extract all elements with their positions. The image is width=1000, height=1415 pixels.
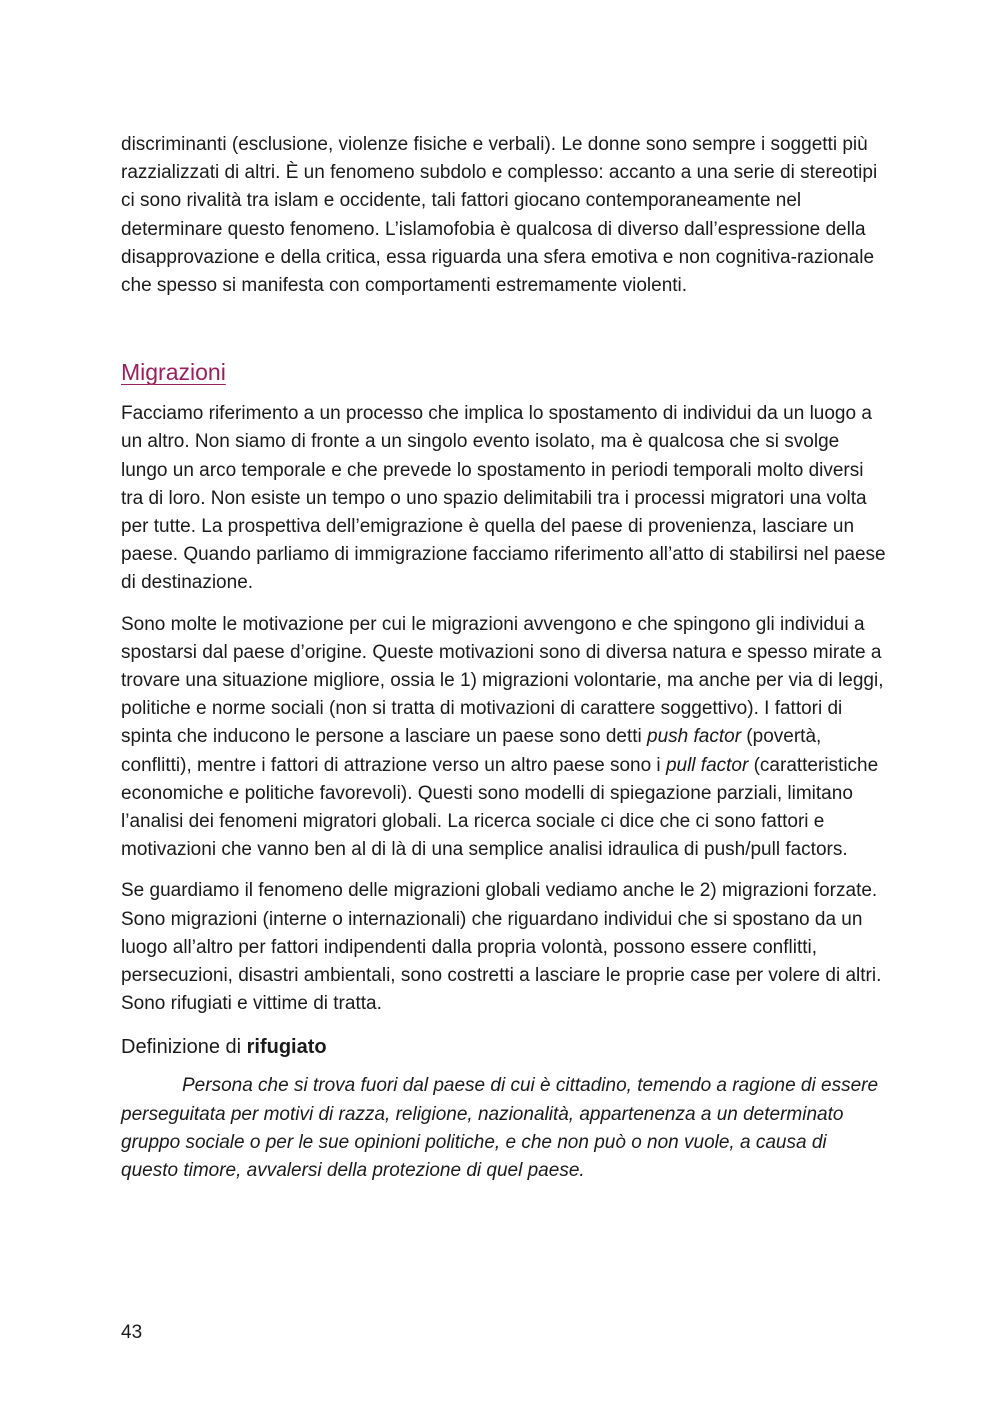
intro-paragraph: discriminanti (esclusione, violenze fisiche e verbali). Le donne sono sempre i soggetti più razzializzati di altri. È un fenomeno subdolo e complesso: accanto a una serie di stereotipi ci sono rivalità tra islam e occidente, tali fattori giocano contemporaneamente nel determinare questo fenomeno. L’islamofobia è qualcosa di diverso dall’espressione della disapprovazione e della critica, essa riguarda una sfera emotiva e non cognitiva-razionale che spesso si manifesta con comportamenti estremamente violenti. <box>121 134 878 297</box>
definition-heading-term: rifugiato <box>246 1036 327 1059</box>
definition-heading-prefix: Definizione di <box>121 1036 247 1059</box>
paragraph-2-part-2: (povertà, conflitti), mentre i fattori di attrazione verso un altro paese sono i <box>121 726 822 776</box>
paragraph-2-part-1: Sono molte le motivazione per cui le migrazioni avvengono e che spingono gli individui a spostarsi dal paese d’origine. Queste motivazioni sono di diversa natura e spesso mirate a trovare una situazione migliore, ossia le 1) migrazioni volontarie, ma anche per via di leggi, politiche e norme sociali (non si tratta di motivazioni di carattere soggettivo). I fattori di spinta che inducono le persone a lasciare un paese sono detti <box>121 613 884 748</box>
pull-factor-term: pull factor <box>665 754 749 776</box>
refugee-definition-quote: Persona che si trova fuori dal paese di cui è cittadino, temendo a ragione di essere perseguitata per motivi di razza, religione, nazionalità, appartenenza a un determinato gruppo sociale o per le sue opinioni politiche, e che non può o non vuole, a causa di questo timore, avvalersi della protezione di quel paese. <box>121 1075 879 1182</box>
page-content <box>121 131 886 1185</box>
push-factor-term: push factor <box>647 726 742 748</box>
migrazioni-paragraph-2 <box>121 611 886 865</box>
section-title-migrazioni[interactable]: Migrazioni <box>121 359 226 386</box>
definition-heading <box>121 1032 886 1062</box>
page-number: 43 <box>121 1322 143 1343</box>
migrazioni-paragraph-1: Facciamo riferimento a un processo che implica lo spostamento di individui da un luogo a un altro. Non siamo di fronte a un singolo evento isolato, ma è qualcosa che si svolge lungo un arco temporale e che prevede lo spostamento in periodi temporali molto diversi tra di loro. Non esiste un tempo o uno spazio delimitabili tra i processi migratori una volta per tutte. La prospettiva dell’emigrazione è quella del paese di provenienza, lasciare un paese. Quando parliamo di immigrazione facciamo riferimento all’atto di stabilirsi nel paese di destinazione. <box>121 403 886 594</box>
paragraph-2-part-3: (caratteristiche economiche e politiche favorevoli). Questi sono modelli di spiegazione parziali, limitano l’analisi dei fenomeni migratori globali. La ricerca sociale ci dice che ci sono fattori e motivazioni che vanno ben al di là di una semplice analisi idraulica di push/pull factors. <box>121 754 879 861</box>
migrazioni-paragraph-3: Se guardiamo il fenomeno delle migrazioni globali vediamo anche le 2) migrazioni forzate. Sono migrazioni (interne o internazionali) che riguardano individui che si spostano da un luogo all’altro per fattori indipendenti dalla propria volontà, possono essere conflitti, persecuzioni, disastri ambientali, sono costretti a lasciare le proprie case per volere di altri. Sono rifugiati e vittime di tratta. <box>121 880 882 1015</box>
